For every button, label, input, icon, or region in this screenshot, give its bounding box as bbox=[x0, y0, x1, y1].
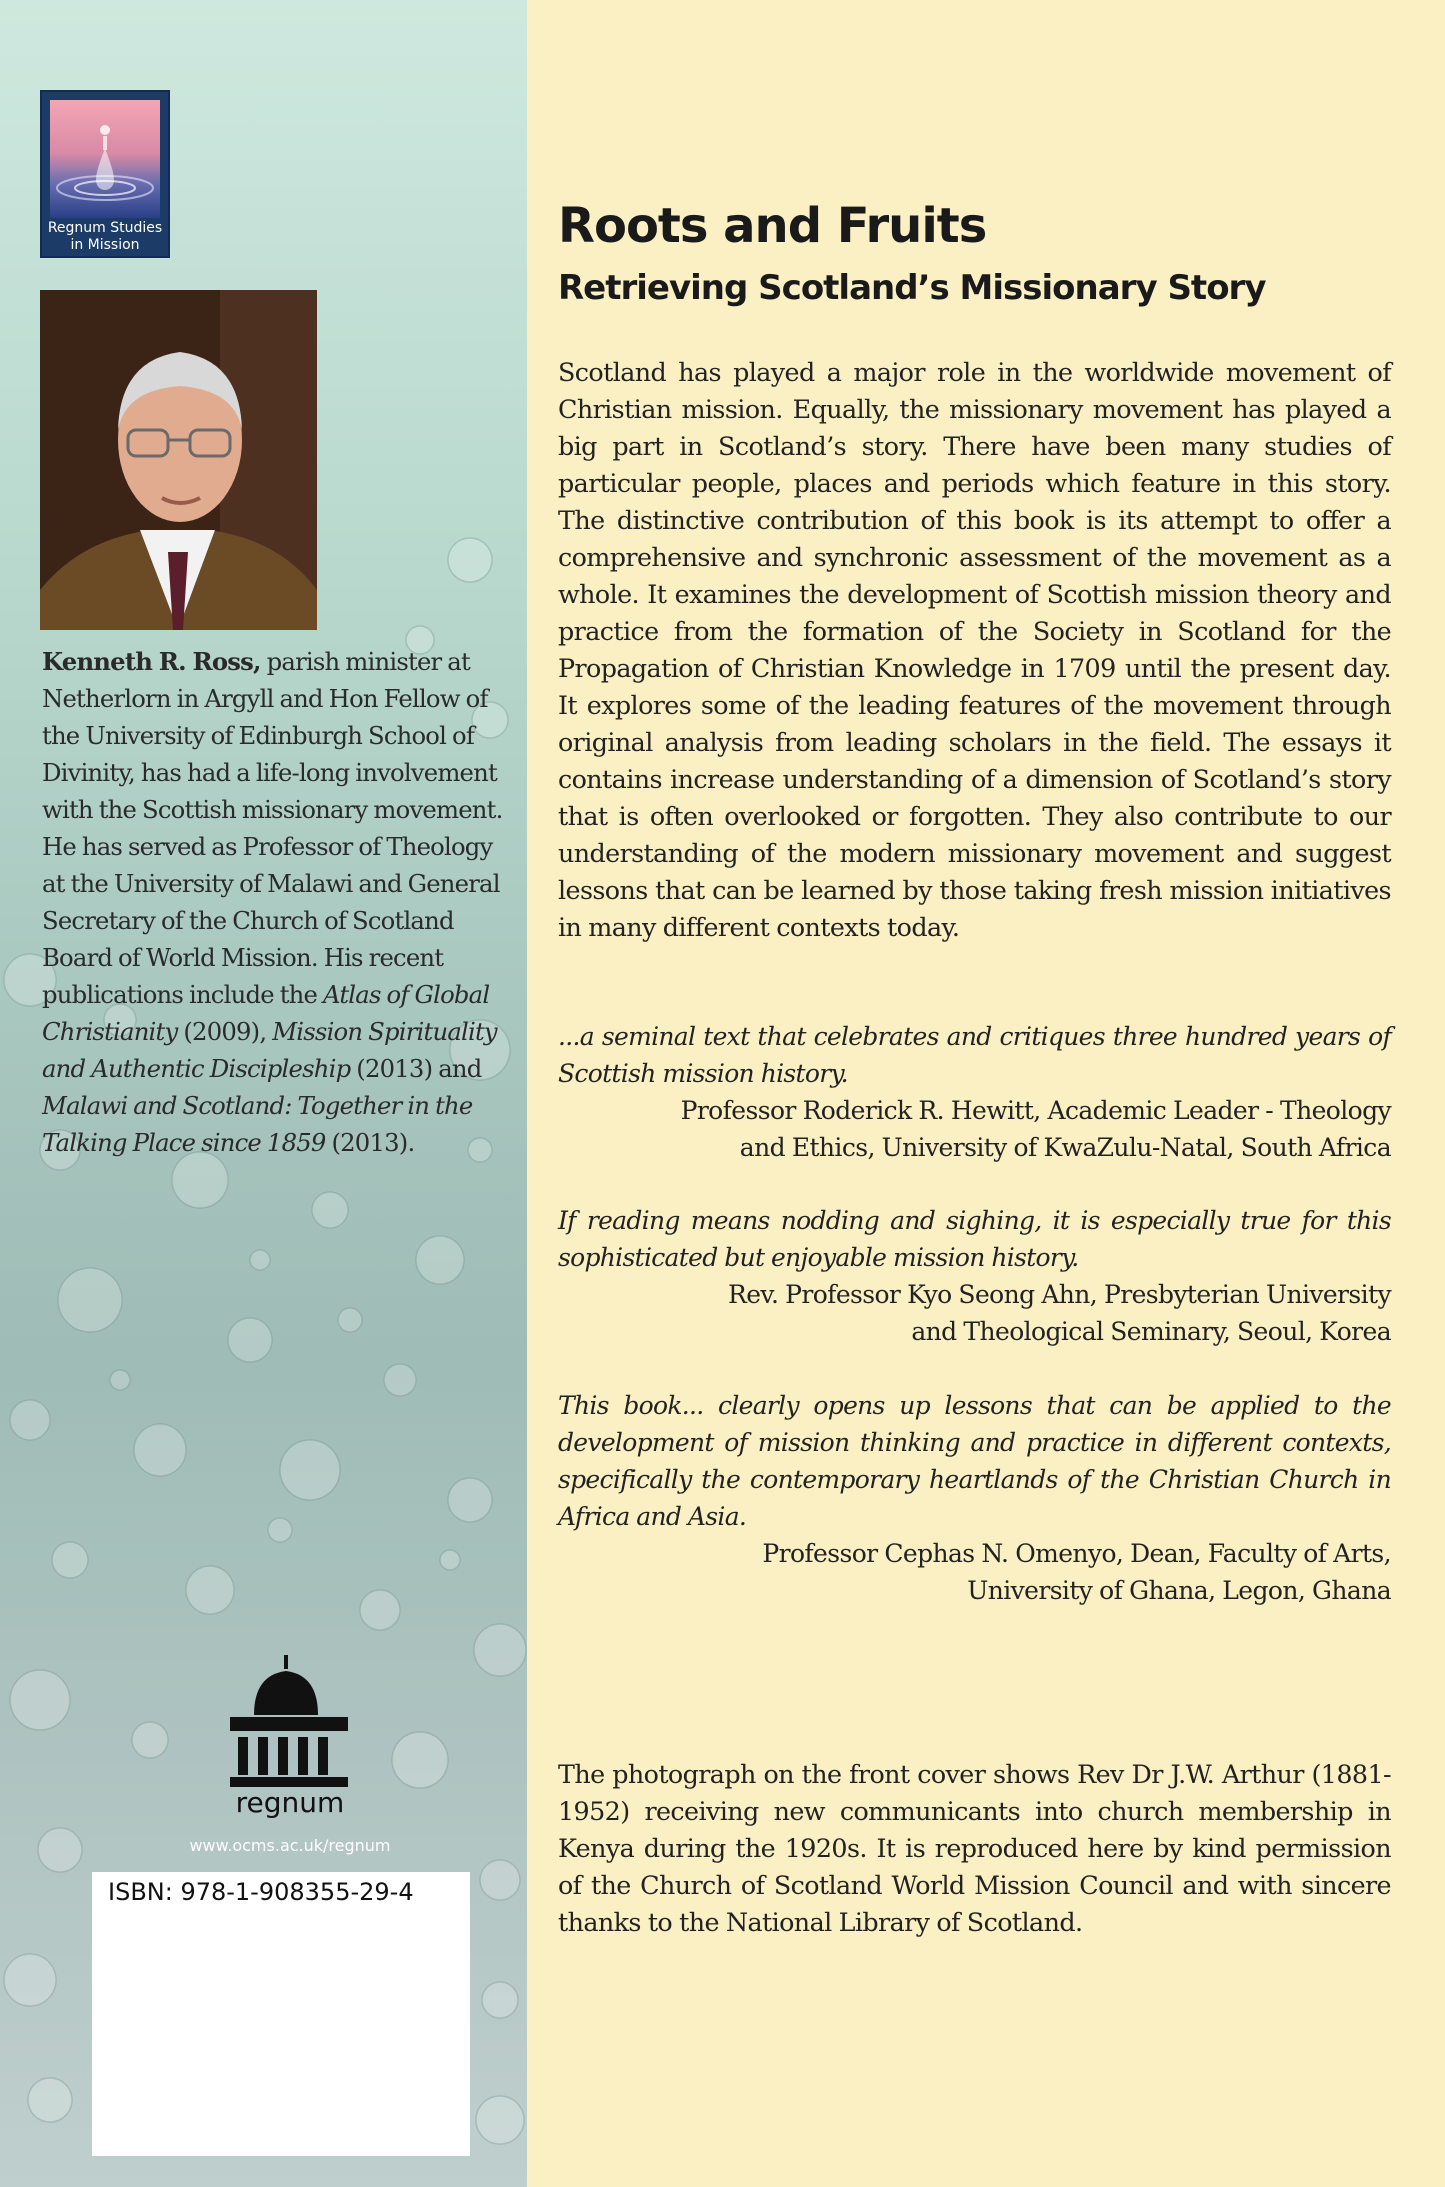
series-name: Regnum Studies in Mission bbox=[47, 220, 163, 253]
book-subtitle: Retrieving Scotland’s Missionary Story bbox=[558, 268, 1266, 308]
endorsement-hewitt bbox=[558, 1018, 1391, 1166]
endorsement-omenyo bbox=[558, 1387, 1391, 1609]
endorsement-quote: This book... clearly opens up lessons that can be applied to the development of mission thinking and practice in different contexts, specifically the contemporary heartlands of the Christian Church in Africa and Asia. bbox=[558, 1391, 1391, 1531]
endorsement-attribution: Rev. Professor Kyo Seong Ahn, Presbyterian University bbox=[727, 1280, 1391, 1309]
book-year-atlas: (2009), bbox=[177, 1017, 273, 1046]
isbn-number: ISBN: 978-1-908355-29-4 bbox=[108, 1878, 414, 1906]
water-drop-icon bbox=[50, 100, 160, 218]
left-panel bbox=[0, 0, 527, 2187]
book-title: Roots and Fruits bbox=[558, 198, 987, 254]
cover-photo-note: The photograph on the front cover shows Rev Dr J.W. Arthur (1881-1952) receiving new communicants into church membership in Kenya during the 1920s. It is reproduced here by kind permission of the Church of Scotland World Mission Council and with sincere thanks to the National Library of Scotland. bbox=[558, 1759, 1391, 1937]
series-logo bbox=[40, 90, 170, 258]
book-year-malawi-scotland: (2013). bbox=[325, 1128, 415, 1157]
book-description: Scotland has played a major role in the worldwide movement of Christian mission. Equally, the missionary movement has played a big part in Scotland’s story. There have been many studies of particular people, places and periods which feature in this story. The distinctive contribution of this book is its attempt to offer a comprehensive and synchronic assessment of the movement as a whole. It examines the development of Scottish mission theory and practice from the formation of the Society in Scotland for the Propagation of Christian Knowledge in 1709 until the present day. It explores some of the leading features of the movement through original analysis from leading scholars in the field. The essays it contains increase understanding of a dimension of Scotland’s story that is often overlooked or forgotten. They also contribute to our understanding of the modern missionary movement and suggest lessons that can be learned by those taking fresh mission initiatives in many different contexts today. bbox=[558, 357, 1391, 942]
endorsement-attribution: Professor Roderick R. Hewitt, Academic Leader - Theology bbox=[680, 1096, 1391, 1125]
author-bio bbox=[42, 643, 510, 1161]
book-title-atlas: Atlas of Global Christianity bbox=[42, 980, 490, 1046]
author-photo bbox=[40, 290, 317, 630]
endorsement-attribution: and Theological Seminary, Seoul, Korea bbox=[911, 1317, 1391, 1346]
endorsement-attribution: University of Ghana, Legon, Ghana bbox=[967, 1576, 1391, 1605]
author-name: Kenneth R. Ross, bbox=[42, 647, 261, 676]
author-bio-text: parish minister at Netherlorn in Argyll and Hon Fellow of the University of Edinburgh School of Divinity, has had a life-long involvement with the Scottish missionary movement. He has served as Professor of Theology at the University of Malawi and General Secretary of the Church of Scotland Board of World Mission. His recent publications include the bbox=[42, 647, 503, 1009]
endorsement-ahn bbox=[558, 1202, 1391, 1350]
endorsement-quote: ...a seminal text that celebrates and critiques three hundred years of Scottish mission history. bbox=[558, 1022, 1391, 1088]
publisher-url[interactable]: www.ocms.ac.uk/regnum bbox=[189, 1836, 391, 1855]
endorsement-quote: If reading means nodding and sighing, it is especially true for this sophisticated but enjoyable mission history. bbox=[558, 1206, 1391, 1272]
isbn-box bbox=[92, 1872, 470, 2156]
book-title-mission-spirituality: Mission Spirituality and Authentic Discipleship bbox=[42, 1017, 497, 1083]
book-year-mission-spirituality: (2013) and bbox=[350, 1054, 482, 1083]
endorsement-attribution: Professor Cephas N. Omenyo, Dean, Faculty of Arts, bbox=[762, 1539, 1391, 1568]
book-title-malawi-scotland: Malawi and Scotland: Together in the Talking Place since 1859 bbox=[42, 1091, 473, 1157]
author-portrait bbox=[40, 290, 317, 630]
publisher-name: regnum bbox=[235, 1786, 345, 1819]
endorsement-attribution: and Ethics, University of KwaZulu-Natal, South Africa bbox=[739, 1133, 1391, 1162]
